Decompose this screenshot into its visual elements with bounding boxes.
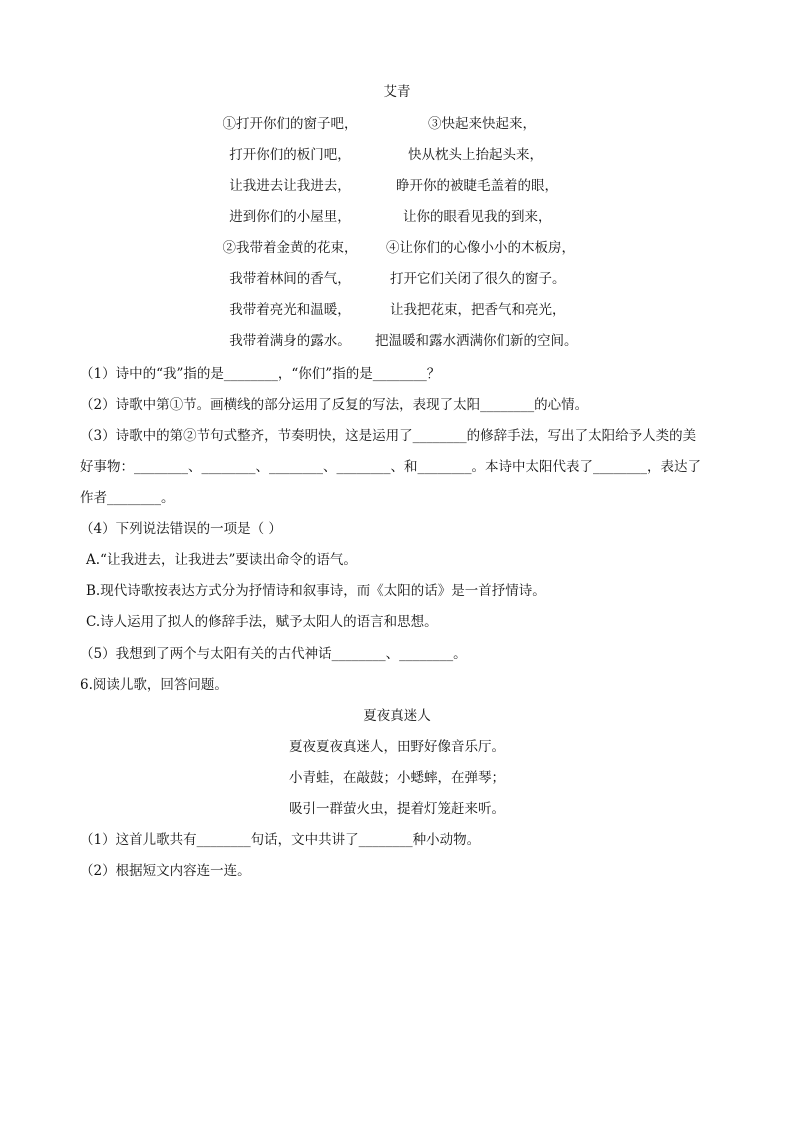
- song-line: 吸引一群萤火虫，提着灯笼赶来听。: [289, 801, 505, 817]
- poem-line: 打开它们关闭了很久的窗子。: [390, 271, 566, 287]
- poem-line: 我带着林间的香气，: [229, 271, 351, 287]
- song-question-2: （2）根据短文内容连一连。: [80, 863, 251, 879]
- poem-line: ③快起来快起来，: [428, 116, 536, 132]
- poem-line: ④让你们的心像小小的木板房，: [386, 240, 575, 256]
- song-line: 夏夜夏夜真迷人，田野好像音乐厅。: [289, 739, 505, 755]
- poem-line: 我带着满身的露水。: [229, 333, 351, 349]
- question-3-cont: 好事物：________、________、________、________、和________。本诗中太阳代表了________，表达了: [80, 459, 701, 475]
- poem-line: 把温暖和露水洒满你们新的空间。: [375, 333, 578, 349]
- question-5: （5）我想到了两个与太阳有关的古代神话________、________。: [80, 646, 467, 662]
- poem-line: 我带着亮光和温暖，: [229, 302, 351, 318]
- poem-line: 让我把花束，把香气和亮光，: [390, 302, 566, 318]
- poem-line: 睁开你的被睫毛盖着的眼，: [396, 178, 558, 194]
- option-c: C.诗人运用了拟人的修辞手法，赋予太阳人的语言和思想。: [86, 614, 438, 630]
- song-title: 夏夜真迷人: [363, 708, 431, 724]
- section-heading: 6.阅读儿歌，回答问题。: [80, 677, 228, 693]
- poem-line: 让我进去让我进去，: [229, 178, 351, 194]
- poem-line: ②我带着金黄的花束，: [222, 240, 358, 256]
- question-2: （2）诗歌中第①节。画横线的部分运用了反复的写法，表现了太阳________的心情。: [80, 397, 589, 413]
- song-question-1: （1）这首儿歌共有________句话，文中共讲了________种小动物。: [80, 832, 481, 848]
- option-b: B.现代诗歌按表达方式分为抒情诗和叙事诗，而《太阳的话》是一首抒情诗。: [86, 583, 546, 599]
- poem-line: 让你的眼看见我的到来，: [403, 209, 552, 225]
- poem-line: 进到你们的小屋里，: [229, 209, 351, 225]
- poem-line: 打开你们的板门吧，: [229, 147, 351, 163]
- question-4: （4）下列说法错误的一项是（ ）: [80, 521, 282, 537]
- song-line: 小青蛙，在敲鼓；小蟋蟀，在弹琴；: [289, 770, 505, 786]
- question-3: （3）诗歌中的第②节句式整齐，节奏明快，这是运用了________的修辞手法，写出了太阳给予人类的美: [80, 428, 697, 444]
- poem-author: 艾青: [383, 84, 411, 100]
- question-1: （1）诗中的“我”指的是________，“你们”指的是________？: [80, 366, 441, 382]
- question-3-cont: 作者________。: [80, 490, 175, 506]
- poem-line: 快从枕头上抬起头来，: [408, 147, 543, 163]
- poem-line: ①打开你们的窗子吧，: [222, 116, 358, 132]
- option-a: A.“让我进去，让我进去”要读出命令的语气。: [86, 552, 357, 568]
